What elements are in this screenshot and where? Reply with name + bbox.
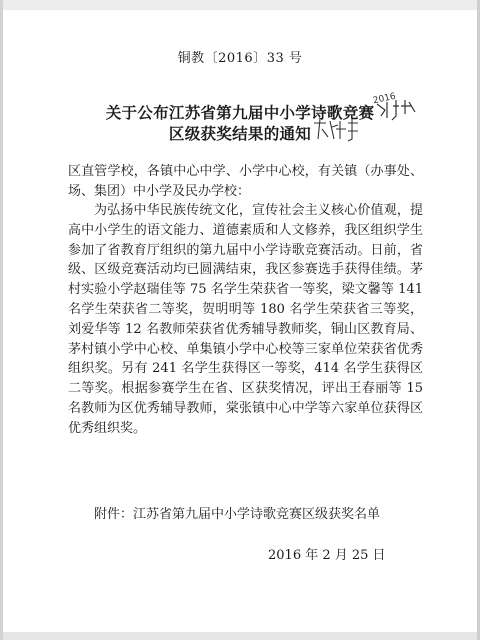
- scan-edge-left: [0, 0, 3, 640]
- handwritten-signature: [312, 117, 360, 143]
- title-line-2: 区级获奖结果的通知: [168, 125, 312, 143]
- main-paragraph: 为弘扬中华民族传统文化，宣传社会主义核心价值观，提高中小学生的语文能力、道德素质和人文修养，我区组织学生参加了省教育厅组织的第九届中小学诗歌竞赛活动。日前，省级、区级竞赛活动均已圆满结束，我区参赛选手获得佳绩。茅村实验小学赵瑞佳等 75 名学生荣获省一等奖，梁文馨等 141 名学生荣获省二等奖，贺明明等 180 名学生荣获省三等奖，刘爱华等 12 名教师荣获省优秀辅导教师奖，铜山区教育局、茅村镇小学中心校、单集镇小学中心校等三家单位荣获省优秀组织奖。另有 241 名学生获得区一等奖，414 名学生获得区二等奖。根据参赛学生在省、区获奖情况，评出王春丽等 15 名教师为区优秀辅导教师，棠张镇中心中学等六家单位获得区优秀组织奖。: [68, 203, 423, 436]
- handwritten-annotation: 2016: [372, 91, 397, 107]
- handwritten-mark: [375, 96, 419, 122]
- attachment-line: 附件：江苏省第九届中小学诗歌竞赛区级获奖名单: [94, 507, 381, 522]
- issue-date: 2016 年 2 月 25 日: [268, 548, 386, 563]
- document-number: 铜教〔2016〕33 号: [177, 51, 303, 66]
- title-line-1: 关于公布江苏省第九届中小学诗歌竞赛: [105, 104, 375, 122]
- recipient-list: 区直管学校，各镇中心中学、小学中心校，有关镇（办事处、场、集团）中小学及民办学校：: [68, 164, 423, 199]
- scan-edge-bottom: [0, 632, 480, 640]
- scan-edge-top: [0, 0, 480, 10]
